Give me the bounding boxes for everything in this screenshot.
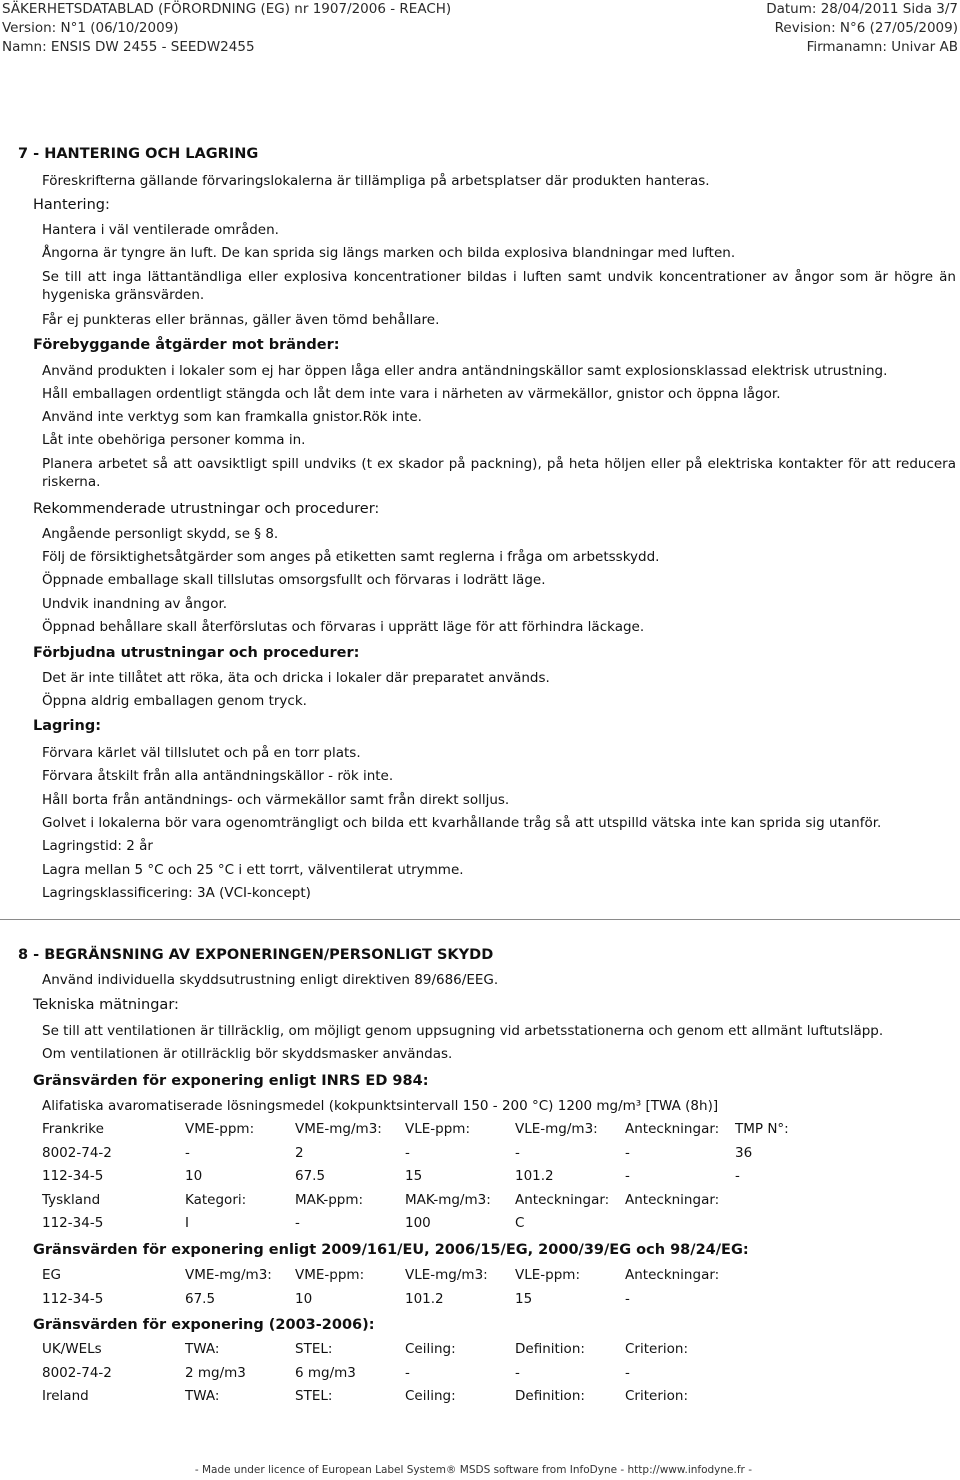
document-revision: Revision: N°6 (27/05/2009) — [774, 20, 958, 36]
table-cell: VME-mg/m3: — [185, 1267, 272, 1283]
table-cell: 8002-74-2 — [42, 1144, 112, 1161]
inrs-heading-text: Gränsvärden för exponering enligt INRS ED 984: — [33, 1073, 429, 1089]
table-cell: TWA: — [185, 1388, 220, 1404]
section-divider — [0, 919, 960, 920]
forebyggande-item: Låt inte obehöriga personer komma in. — [42, 432, 306, 448]
forbjudna-item: Öppna aldrig emballagen genom tryck. — [42, 693, 307, 709]
table-cell: Anteckningar: — [625, 1191, 720, 1208]
table-cell: EG — [42, 1267, 61, 1283]
table-cell: VME-ppm: — [295, 1267, 365, 1283]
table-cell: STEL: — [295, 1388, 333, 1404]
table-cell: VLE-ppm: — [515, 1267, 580, 1283]
table-cell: Ireland — [42, 1388, 89, 1404]
company-name: Firmanamn: Univar AB — [806, 39, 958, 55]
forbjudna-item: Det är inte tillåtet att röka, äta och dricka i lokaler där preparatet används. — [42, 670, 550, 686]
section-8-title: 8 - BEGRÄNSNING AV EXPONERINGEN/PERSONLIGT SKYDD — [18, 947, 494, 963]
table-cell: Criterion: — [625, 1341, 688, 1357]
table-cell: Ceiling: — [405, 1341, 456, 1357]
document-header-right — [766, 0, 958, 57]
rekommenderade-item: Undvik inandning av ångor. — [42, 596, 228, 612]
table-cell: 10 — [295, 1290, 313, 1307]
table-cell: 100 — [405, 1215, 431, 1231]
table-cell: Tyskland — [42, 1191, 101, 1208]
hantering-item: Ångorna är tyngre än luft. De kan sprida sig längs marken och bilda explosiva blandningar med luften. — [42, 245, 736, 261]
table-cell: - — [735, 1168, 740, 1184]
document-header-left — [2, 0, 451, 57]
table-cell: 15 — [405, 1168, 423, 1184]
table-cell: Definition: — [515, 1341, 585, 1357]
tekniska-item: Om ventilationen är otillräcklig bör skyddsmasker användas. — [42, 1046, 453, 1062]
forebyggande-item: Håll emballagen ordentligt stängda och låt dem inte vara i närheten av värmekällor, gnistor och öppna lågor. — [42, 386, 781, 402]
table-cell: 101.2 — [405, 1290, 444, 1307]
tekniska-heading: Tekniska mätningar: — [33, 997, 179, 1013]
table-cell: 2 mg/m3 — [185, 1364, 246, 1381]
eu-heading — [33, 1241, 749, 1259]
table-cell: 112-34-5 — [42, 1290, 104, 1307]
table-cell: - — [625, 1290, 630, 1307]
hantering-item: Får ej punkteras eller brännas, gäller även tömd behållare. — [42, 312, 440, 328]
document-title: SÄKERHETSDATABLAD (FÖRORDNING (EG) nr 1907/2006 - REACH) — [2, 1, 452, 17]
table-cell: 67.5 — [295, 1168, 326, 1184]
section-8-intro: Använd individuella skyddsutrustning enligt direktiven 89/686/EEG. — [42, 972, 499, 988]
tekniska-item: Se till att ventilationen är tillräcklig, om möjligt genom uppsugning vid arbetsstationerna och genom ett allmänt luftutsläpp. — [42, 1023, 884, 1039]
lagring-item: Lagringstid: 2 år — [42, 838, 153, 854]
table-cell: 101.2 — [515, 1168, 554, 1184]
hantering-item: Se till att inga lättantändliga eller explosiva koncentrationer bildas i luften samt undvik koncentrationer av ångor som är högre än hygeniska gränsvärden. — [42, 269, 956, 303]
table-cell: 112-34-5 — [42, 1215, 104, 1231]
uk-heading — [33, 1316, 375, 1334]
product-name: Namn: ENSIS DW 2455 - SEEDW2455 — [2, 39, 255, 55]
table-cell: VLE-ppm: — [405, 1121, 470, 1137]
table-cell: Definition: — [515, 1388, 585, 1404]
rekommenderade-item: Följ de försiktighetsåtgärder som anges på etiketten samt reglerna i fråga om arbetsskydd. — [42, 549, 660, 565]
table-cell: 2 — [295, 1144, 304, 1161]
table-cell: STEL: — [295, 1341, 333, 1357]
table-cell: - — [515, 1364, 520, 1381]
table-cell: - — [295, 1215, 300, 1231]
footer-text: - Made under licence of European Label System® MSDS software from InfoDyne - http://www.infodyne.fr - — [194, 1464, 752, 1476]
forebyggande-item: Använd inte verktyg som kan framkalla gnistor.Rök inte. — [42, 409, 422, 425]
table-cell: TWA: — [185, 1341, 220, 1357]
lagring-item: Lagringsklassificering: 3A (VCI-koncept) — [42, 885, 311, 901]
table-cell: 112-34-5 — [42, 1168, 104, 1184]
table-cell: - — [515, 1144, 520, 1161]
lagring-heading — [33, 717, 101, 735]
forebyggande-heading — [33, 336, 340, 354]
table-cell: MAK-ppm: — [295, 1191, 364, 1208]
rekommenderade-item: Öppnad behållare skall återförslutas och förvaras i upprätt läge för att förhindra läckage. — [42, 619, 645, 635]
table-cell: - — [625, 1364, 630, 1381]
footer-credit — [0, 1464, 960, 1476]
forbjudna-heading — [33, 644, 359, 662]
table-cell: Criterion: — [625, 1388, 688, 1404]
rekommenderade-item: Öppnade emballage skall tillslutas omsorgsfullt och förvaras i lodrätt läge. — [42, 572, 546, 588]
forebyggande-item: Använd produkten i lokaler som ej har öppen låga eller andra antändningskällor samt explosionsklassad elektrisk utrustning. — [42, 363, 888, 379]
table-cell: - — [405, 1364, 410, 1381]
table-cell: UK/WELs — [42, 1341, 102, 1357]
table-cell: TMP N°: — [735, 1121, 789, 1137]
table-cell: Kategori: — [185, 1191, 247, 1208]
table-cell: Anteckningar: — [625, 1267, 720, 1283]
document-version: Version: N°1 (06/10/2009) — [2, 20, 179, 36]
table-cell: 8002-74-2 — [42, 1364, 112, 1381]
table-cell: - — [625, 1168, 630, 1184]
section-7-title: 7 - HANTERING OCH LAGRING — [18, 146, 259, 162]
rekommenderade-heading: Rekommenderade utrustningar och procedurer: — [33, 501, 380, 517]
forebyggande-heading-text: Förebyggande åtgärder mot bränder: — [33, 337, 340, 353]
table-cell: Anteckningar: — [515, 1191, 610, 1208]
hantering-heading: Hantering: — [33, 197, 110, 213]
inrs-note: Alifatiska avaromatiserade lösningsmedel (kokpunktsintervall 150 - 200 °C) 1200 mg/m³ [TWA (8h)] — [42, 1098, 719, 1114]
uk-heading-text: Gränsvärden för exponering (2003-2006): — [33, 1317, 375, 1333]
table-cell: VME-mg/m3: — [295, 1121, 382, 1137]
table-cell: - — [185, 1144, 190, 1161]
lagring-item: Förvara kärlet väl tillslutet och på en torr plats. — [42, 745, 361, 761]
inrs-heading — [33, 1072, 429, 1090]
table-cell: Ceiling: — [405, 1388, 456, 1404]
table-cell: VLE-mg/m3: — [515, 1121, 598, 1137]
forebyggande-item: Planera arbetet så att oavsiktligt spill undviks (t ex skador på packning), på heta höljen eller på elektriska kontakter för att reducera riskerna. — [42, 456, 956, 490]
document-date-page: Datum: 28/04/2011 Sida 3/7 — [766, 1, 958, 17]
table-cell: 10 — [185, 1168, 203, 1184]
hantering-item: Hantera i väl ventilerade områden. — [42, 222, 279, 238]
table-cell: Anteckningar: — [625, 1121, 720, 1137]
table-cell: - — [405, 1144, 410, 1161]
table-cell: - — [625, 1144, 630, 1161]
table-cell: 67.5 — [185, 1290, 216, 1307]
lagring-item: Lagra mellan 5 °C och 25 °C i ett torrt, välventilerat utrymme. — [42, 862, 464, 878]
forbjudna-heading-text: Förbjudna utrustningar och procedurer: — [33, 645, 360, 661]
rekommenderade-item: Angående personligt skydd, se § 8. — [42, 526, 279, 542]
table-cell: VLE-mg/m3: — [405, 1267, 488, 1283]
table-cell: 15 — [515, 1290, 533, 1307]
lagring-item: Håll borta från antändnings- och värmekällor samt från direkt solljus. — [42, 792, 510, 808]
table-cell: C — [515, 1215, 525, 1231]
table-cell: VME-ppm: — [185, 1121, 255, 1137]
table-cell: 36 — [735, 1144, 753, 1161]
eu-heading-text: Gränsvärden för exponering enligt 2009/161/EU, 2006/15/EG, 2000/39/EG och 98/24/EG: — [33, 1242, 749, 1258]
section-7-intro: Föreskrifterna gällande förvaringslokalerna är tillämpliga på arbetsplatser där produkten hanteras. — [42, 173, 710, 189]
lagring-item: Golvet i lokalerna bör vara ogenomträngligt och bilda ett kvarhållande tråg så att utspilld vätska inte kan sprida sig utanför. — [42, 815, 882, 831]
lagring-item: Förvara åtskilt från alla antändningskällor - rök inte. — [42, 768, 394, 784]
table-cell: MAK-mg/m3: — [405, 1191, 491, 1208]
lagring-heading-text: Lagring: — [33, 718, 102, 734]
table-cell: 6 mg/m3 — [295, 1364, 356, 1381]
table-cell: Frankrike — [42, 1121, 104, 1137]
table-cell: I — [185, 1215, 189, 1231]
